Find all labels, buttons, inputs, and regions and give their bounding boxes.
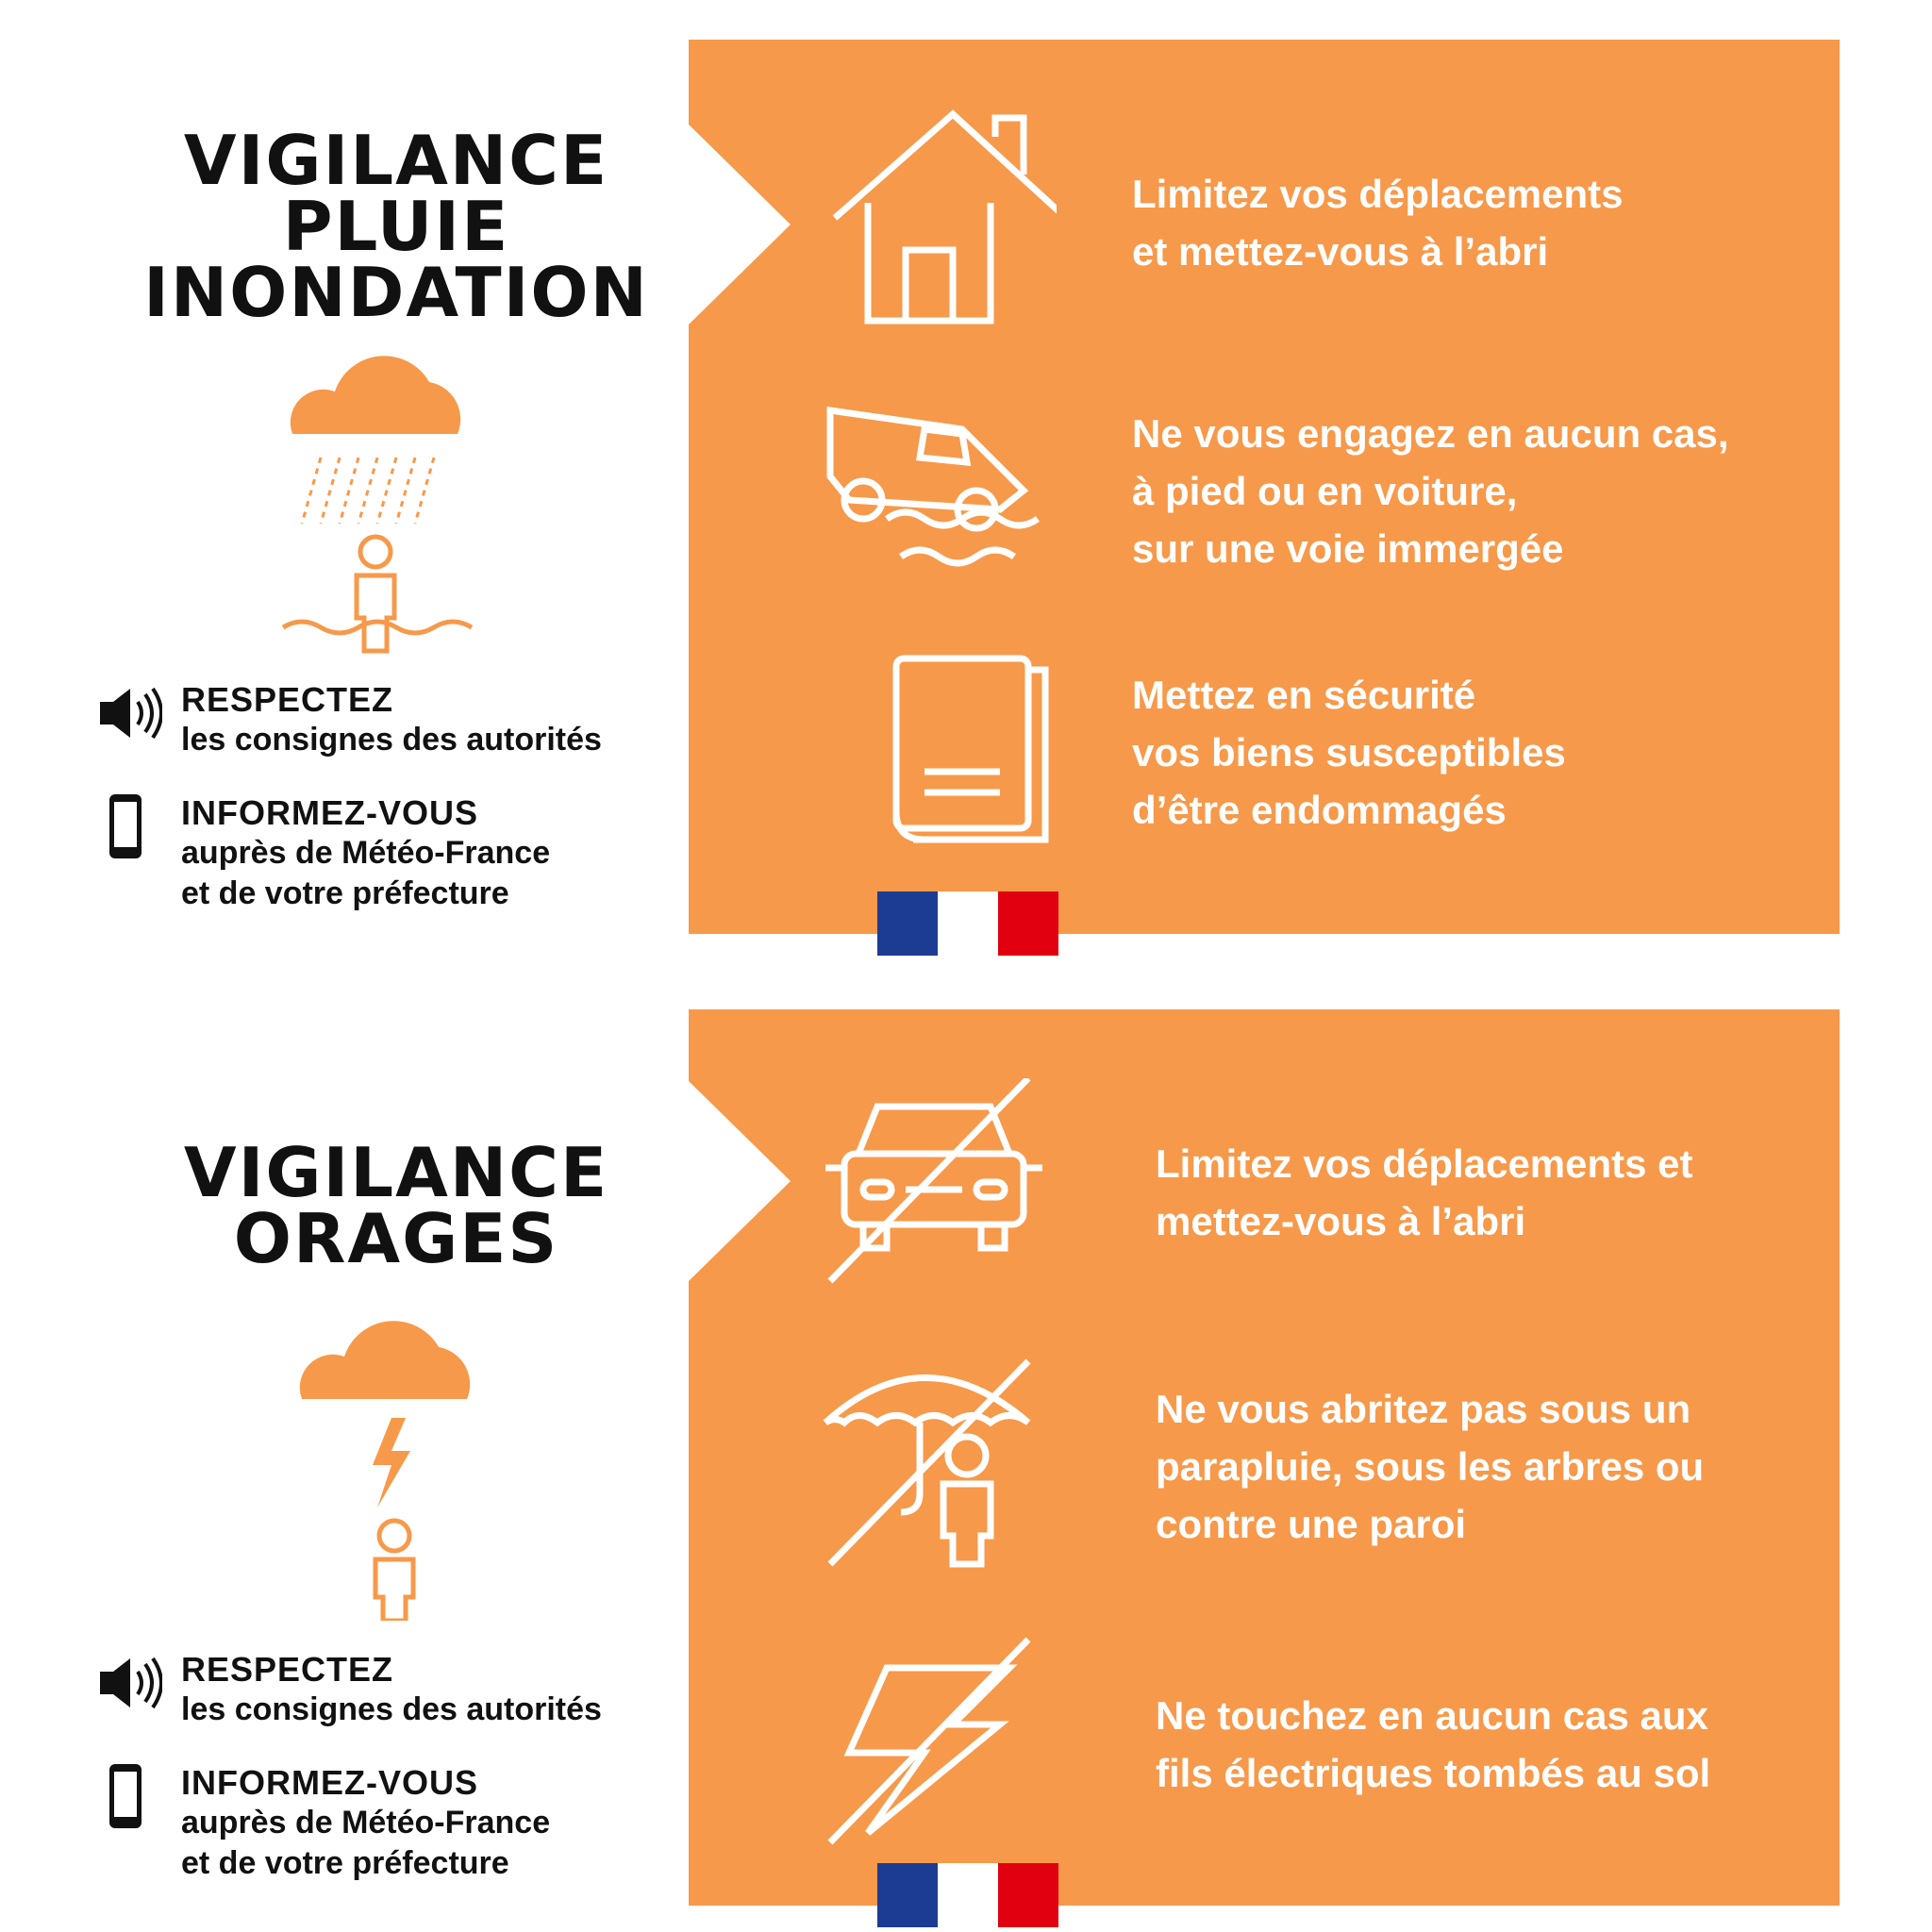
- tip-line: parapluie, sous les arbres ou: [1156, 1444, 1705, 1489]
- advice-line: auprès de Météo-France: [181, 1805, 551, 1840]
- tip-text: [1132, 666, 1849, 839]
- card-title: [94, 1133, 698, 1278]
- tip-line: Ne vous engagez en aucun cas,: [1132, 411, 1729, 456]
- tip-line: Mettez en sécurité: [1132, 673, 1476, 717]
- panel-notch: [687, 123, 791, 326]
- rain-flood-person-icon: [264, 335, 491, 665]
- card-pluie-inondation: [0, 0, 1932, 943]
- republique-francaise-logo: [877, 1863, 1058, 1927]
- tip-line: sur une voie immergée: [1132, 526, 1564, 571]
- tip-line: vos biens susceptibles: [1132, 730, 1566, 774]
- title-line: VIGILANCE: [183, 1133, 609, 1212]
- tip-line: à pied ou en voiture,: [1132, 469, 1518, 513]
- title-line: ORAGES: [233, 1199, 559, 1278]
- advice-informez: [94, 792, 679, 911]
- flag-white: [938, 891, 998, 956]
- advice-text: [181, 679, 602, 760]
- title-line: INONDATION: [143, 253, 649, 332]
- smartphone-icon: [94, 1762, 162, 1830]
- advice-respectez: [94, 679, 679, 792]
- advice-line: et de votre préfecture: [181, 875, 509, 911]
- advice-list: [94, 1649, 679, 1881]
- advice-line: auprès de Météo-France: [181, 835, 551, 871]
- advice-line: les consignes des autorités: [181, 1691, 602, 1727]
- title-line: VIGILANCE: [183, 121, 609, 200]
- advice-line: les consignes des autorités: [181, 722, 602, 758]
- flag-blue: [877, 1863, 938, 1927]
- car-in-water-icon: [811, 382, 1057, 599]
- tip-text: [1132, 165, 1849, 280]
- advice-informez: [94, 1762, 679, 1881]
- smartphone-icon: [94, 792, 162, 860]
- advice-heading: RESPECTEZ: [181, 680, 394, 719]
- speaker-icon: [94, 1649, 162, 1717]
- flag-white: [938, 1863, 998, 1927]
- tip-line: d’être endommagés: [1132, 788, 1507, 832]
- tip-line: Ne touchez en aucun cas aux: [1156, 1693, 1708, 1738]
- card-title: [94, 121, 698, 332]
- flag-red: [998, 1863, 1058, 1927]
- tip-line: Ne vous abritez pas sous un: [1156, 1387, 1691, 1431]
- panel-notch: [687, 1079, 791, 1283]
- advice-heading: INFORMEZ-VOUS: [181, 1763, 478, 1802]
- advice-heading: INFORMEZ-VOUS: [181, 793, 478, 832]
- tip-text: [1132, 405, 1849, 577]
- tip-line: Limitez vos déplacements et: [1156, 1141, 1693, 1186]
- flag-blue: [877, 891, 938, 956]
- storm-lightning-person-icon: [283, 1291, 509, 1621]
- republique-francaise-logo: [877, 891, 1058, 956]
- tip-line: contre une paroi: [1156, 1502, 1467, 1546]
- tip-line: fils électriques tombés au sol: [1156, 1751, 1711, 1795]
- documents-icon: [811, 651, 1057, 868]
- tip-text: [1156, 1135, 1873, 1250]
- advice-text: [181, 792, 550, 914]
- card-orages: [0, 970, 1932, 1913]
- advice-line: et de votre préfecture: [181, 1845, 509, 1881]
- advice-respectez: [94, 1649, 679, 1762]
- tip-line: Limitez vos déplacements: [1132, 172, 1624, 216]
- no-car-icon: [811, 1078, 1057, 1295]
- tip-text: [1156, 1380, 1873, 1553]
- no-umbrella-icon: [811, 1352, 1057, 1569]
- advice-heading: RESPECTEZ: [181, 1650, 394, 1689]
- title-line: PLUIE: [282, 187, 510, 266]
- advice-text: [181, 1762, 550, 1884]
- tip-text: [1156, 1687, 1873, 1802]
- tip-line: et mettez-vous à l’abri: [1132, 229, 1549, 274]
- advice-text: [181, 1649, 602, 1730]
- flag-red: [998, 891, 1058, 956]
- advice-list: [94, 679, 679, 911]
- house-icon: [811, 108, 1057, 325]
- speaker-icon: [94, 679, 162, 747]
- tip-line: mettez-vous à l’abri: [1156, 1199, 1526, 1243]
- no-electric-wire-icon: [811, 1630, 1057, 1847]
